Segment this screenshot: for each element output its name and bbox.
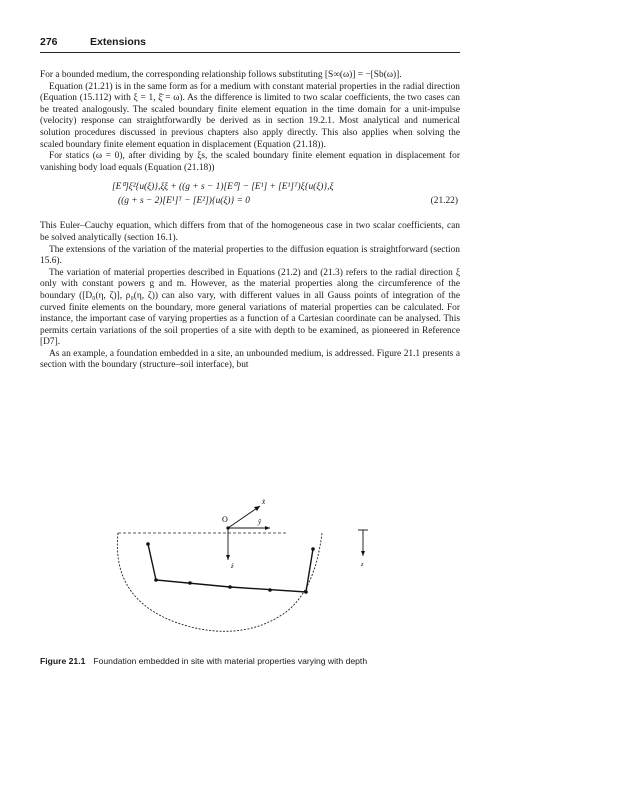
equation-line-1: [E⁰]ξ²{u(ξ)},ξξ + ((g + s − 1)[E⁰] − [E¹] + [E¹]ᵀ)ξ{u(ξ)},ξ <box>112 182 334 193</box>
node <box>268 588 272 592</box>
xhat-label: x̂ <box>262 498 266 506</box>
foundation-figure <box>110 492 390 652</box>
paragraph: For a bounded medium, the corresponding relationship follows substituting [S∞(ω)] = −[Sb(ω)]. <box>40 70 402 80</box>
origin-label: O <box>222 515 228 524</box>
caption-label: Figure 21.1 <box>40 656 86 666</box>
unbounded-medium-boundary <box>117 533 322 631</box>
depth-axis-label: z <box>361 561 364 568</box>
xhat-arrowhead <box>254 506 260 511</box>
body-text <box>40 70 460 372</box>
running-header <box>40 34 460 53</box>
paragraph: Equation (21.21) is in the same form as for a medium with constant material properties in the radial direction (Equation (15.112) with ξ = 1, ξ̄ = ω). As the difference is limited to two scalar coefficients, the two cases can be treated analogously. The scaled boundary finite element equation in the time domain for a unit-impulse (velocity) response can straightforwardly be derived as in section 19.2.1. Most analytical and numerical solution procedures discussed in previous chapters also apply directly. This also applies when solving the scaled boundary finite element equation in displacement (Equation (21.18)). <box>40 81 460 150</box>
node <box>146 542 150 546</box>
xhat-axis <box>228 506 260 528</box>
zhat-arrowhead <box>226 555 230 560</box>
node <box>154 578 158 582</box>
caption-text: Foundation embedded in site with material properties varying with depth <box>93 656 368 666</box>
node <box>304 590 308 594</box>
page-number: 276 <box>40 36 58 48</box>
paragraph: This Euler–Cauchy equation, which differs from that of the homogeneous case in two scalar coefficients, can be solved analytically (section 16.1). <box>40 221 460 243</box>
figure-caption <box>40 656 460 666</box>
equation-number: (21.22) <box>430 196 458 207</box>
yhat-arrowhead <box>265 526 270 530</box>
node <box>228 585 232 589</box>
paragraph: For statics (ω = 0), after dividing by ξs, the scaled boundary finite element equation in displacement for vanishing body load equals (Equation (21.18)) <box>40 151 460 173</box>
paragraph: As an example, a foundation embedded in a site, an unbounded medium, is addressed. Figure 21.1 presents a section with the boundary (structure–soil interface), but <box>40 348 460 371</box>
equation-21-22 <box>40 181 460 215</box>
depth-arrowhead <box>361 551 365 556</box>
zhat-label: ẑ <box>231 563 234 570</box>
yhat-label: ŷ <box>258 518 262 526</box>
section-title: Extensions <box>90 36 147 48</box>
node <box>311 547 315 551</box>
node <box>188 581 192 585</box>
paragraph: The extensions of the variation of the material properties to the diffusion equation is straightforward (section 15.6). <box>40 244 460 267</box>
paragraph: The variation of material properties described in Equations (21.2) and (21.3) refers to the radial direction ξ only with constant powers g and m. However, as the material properties along the circumference of the boundary ([D₀(η, ζ)], ρ₀(η, ζ)) can also vary, with different values in all Gauss points of integration of the curved finite elements on the boundary, more general variations of material properties can be calculated. For instance, the important case of varying properties as a function of a Cartesian coordinate can be analysed. This permits certain variations of the soil properties of a site with depth to be examined, as pioneered in Reference [D7]. <box>40 267 460 348</box>
equation-line-2: ((g + s − 2)[E¹]ᵀ − [E²]){u(ξ)} = 0 <box>118 196 250 207</box>
